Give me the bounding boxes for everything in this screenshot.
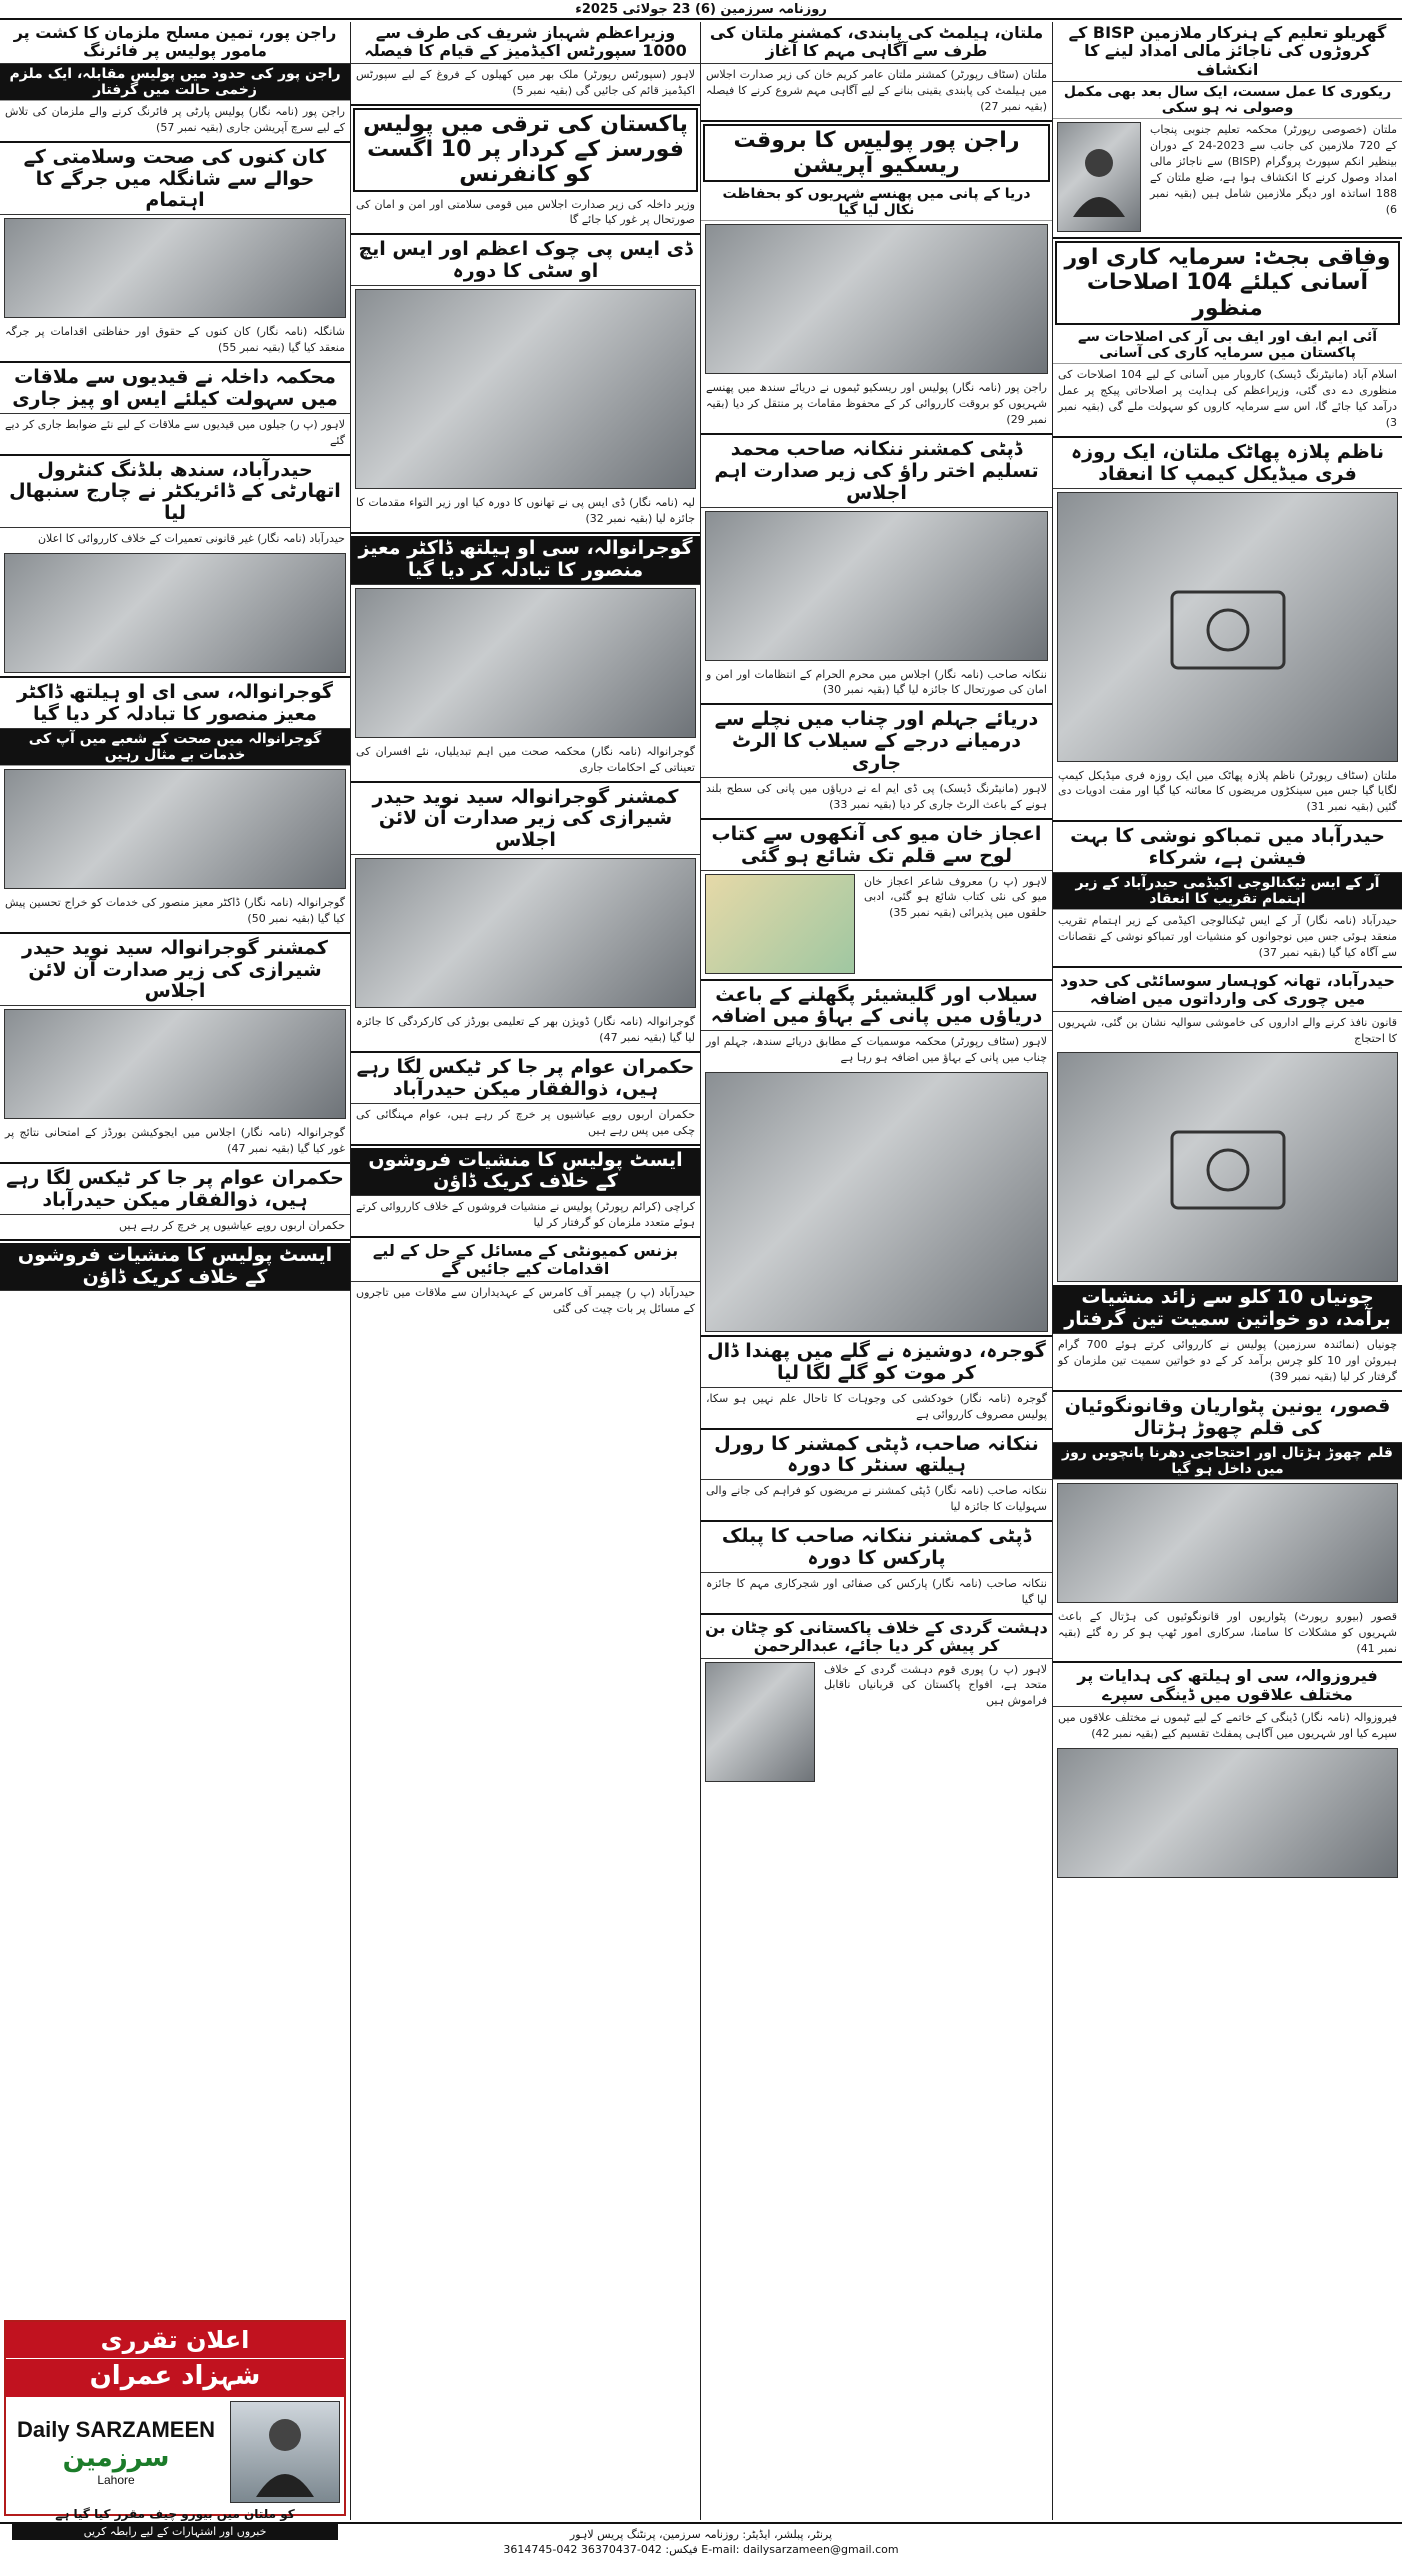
headline-ceo-health-farewell: گوجرانوالہ، سی ای او ہیلتھ ڈاکٹر معیز منصور کا تبادلہ کر دیا گیا: [0, 680, 350, 729]
ad-brand-ur: سرزمین: [62, 2443, 170, 2473]
story-rajanpur-firing-body: راجن پور (نامہ نگار) پولیس پارٹی پر فائرنگ کرنے والے ملزمان کی تلاش کے لیے سرچ آپریشن جاری (بقیہ نمبر 57): [5, 104, 345, 134]
story-medical-camp-body: ملتان (سٹاف رپورٹر) ناظم پلازہ پھاٹک میں ایک روزہ فری میڈیکل کیمپ لگایا گیا جس میں سینکڑوں مریضوں کا معائنہ کیا گیا اور مفت ادویات دی گئیں (بقیہ نمبر 31): [1058, 768, 1397, 814]
divider: [701, 1520, 1052, 1522]
story-police-conference-body: وزیر داخلہ کی زیر صدارت اجلاس میں قومی سلامتی اور امن و امان کی صورتحال پر غور کیا جائے گا: [356, 197, 695, 227]
subhead-kasur-strike: قلم چھوڑ ہڑتال اور احتجاجی دھرنا پانچویں روز میں داخل ہو گیا: [1053, 1443, 1402, 1480]
headline-reforms: وفاقی بجٹ: سرمایہ کاری اور آسانی کیلئے 104 اصلاحات منظور: [1055, 241, 1400, 325]
story-kohsar-theft-body: قانون نافذ کرنے والے اداروں کی خاموشی سوالیہ نشان بن گئی، شہریوں کا احتجاج: [1058, 1015, 1397, 1045]
divider: [351, 1144, 700, 1146]
story-miners-jirga-body: شانگلہ (نامہ نگار) کان کنوں کے حقوق اور حفاظتی اقدامات پر جرگہ منعقد کیا گیا (بقیہ نمبر 55): [5, 325, 345, 355]
divider: [0, 141, 350, 143]
portrait-icon: [1058, 123, 1140, 231]
headline-dsp-visit: ڈی ایس پی چوک اعظم اور ایس ایچ او سٹی کا دورہ: [351, 237, 700, 286]
masthead-topline: روزنامہ سرزمین (6) 23 جولائی 2025ء: [0, 0, 1402, 20]
story-parks-visit-body: ننکانہ صاحب (نامہ نگار) پارکس کی صفائی اور شجرکاری مہم کا جائزہ لیا گیا: [706, 1576, 1047, 1606]
subhead-rajanpur-rescue: دریا کے پانی میں پھنسے شہریوں کو بحفاظت نکال لیا گیا: [701, 184, 1052, 221]
officials-photo: [355, 588, 696, 738]
headline-book-launch: اعجاز خان میو کی آنکھوں سے کتاب لوح سے قلم تک شائع ہو گئی: [701, 822, 1052, 871]
divider: [701, 703, 1052, 705]
story-commissioner-meeting-body: گوجرانوالہ (نامہ نگار) ڈویژن بھر کے تعلیمی بورڈز کی کارکردگی کا جائزہ لیا گیا (بقیہ نمبر 47): [356, 1015, 695, 1045]
story-helmet-campaign-body: ملتان (سٹاف رپورٹر) کمشنر ملتان عامر کریم خان کی زیر صدارت اجلاس میں ہیلمٹ کی پابندی یقینی بنانے کے لیے آگاہی مہم شروع کرنے کا فیصلہ (بقیہ نمبر 27): [706, 67, 1047, 113]
headline-hyderabad-smoking: حیدرآباد میں تمباکو نوشی کا بہت فیشن ہے، شرکاء: [1053, 824, 1402, 873]
story-flood-alert-body: لاہور (مانیٹرنگ ڈیسک) پی ڈی ایم اے نے دریاؤں میں پانی کی سطح بلند ہونے کے باعث الرٹ جاری کر دیا (بقیہ نمبر 33): [706, 781, 1047, 811]
divider: [1053, 237, 1402, 239]
divider: [701, 1428, 1052, 1430]
headline-rajanpur-rescue: راجن پور پولیس کا بروقت ریسکیو آپریشن: [703, 124, 1050, 183]
divider: [0, 1239, 350, 1241]
commissioner-photo: [355, 858, 696, 1008]
subhead-hyderabad-smoking: آر کے ایس ٹیکنالوجی اکیڈمی حیدرآباد کے زیر اہتمام تقریب کا انعقاد: [1053, 873, 1402, 910]
divider: [351, 1051, 700, 1053]
headline-rulers-tax: حکمران عوام پر جا کر ٹیکس لگا رہے ہیں، ذوالفقار میکن حیدرآباد: [351, 1055, 700, 1104]
ad-logo: [6, 2397, 226, 2507]
medical-camp-photo: [1057, 492, 1398, 762]
divider: [351, 532, 700, 534]
strike-photo: [1057, 1483, 1398, 1603]
photo-icon: [1058, 1053, 1397, 1281]
divider: [0, 676, 350, 678]
dengue-spray-photo: [1057, 1748, 1398, 1878]
subhead-rajanpur-firing: راجن پور کی حدود میں پولیس مقابلہ، ایک ملزم زخمی حالت میں گرفتار: [0, 64, 350, 101]
story-river-flow-body: لاہور (سٹاف رپورٹر) محکمہ موسمیات کے مطابق دریائے سندھ، جہلم اور چناب میں پانی کے بہاؤ میں اضافہ ہو رہا ہے: [706, 1035, 1047, 1065]
person-icon: [250, 2407, 320, 2497]
story-dsp-visit-body: لیہ (نامہ نگار) ڈی ایس پی نے تھانوں کا دورہ کیا اور زیر التواء مقدمات کا جائزہ لیا (بقیہ نمبر 32): [356, 496, 695, 526]
headline-rulers-tax-2: حکمران عوام پر جا کر ٹیکس لگا رہے ہیں، ذوالفقار میکن حیدرآباد: [0, 1166, 350, 1215]
story-bisp-body: ملتان (خصوصی رپورٹر) محکمہ تعلیم جنوبی پنجاب کے 720 ملازمین کی جانب سے 2023-24 کے دوران بینظیر انکم سپورٹ پروگرام (BISP) سے ناجائز مالی امداد وصول کرنے کا انکشاف ہوا ہے، ضلع ملتان کے 188 اساتذہ اور دیگر ملازمین شامل ہیں (بقیہ نمبر 6): [1150, 123, 1398, 216]
headline-chunian-drugs: چونیاں 10 کلو سے زائد منشیات برآمد، دو خواتین سمیت تین گرفتار: [1053, 1285, 1402, 1334]
headline-commissioner-online: کمشنر گوجرانوالہ سید نوید حیدر شیرازی کی زیر صدارت آن لائن اجلاس: [0, 936, 350, 1007]
page-footer: [0, 2522, 1402, 2560]
divider: [351, 233, 700, 235]
headline-ceo-health-transfer: گوجرانوالہ، سی او ہیلتھ ڈاکٹر معیز منصور کا تبادلہ کر دیا گیا: [351, 536, 700, 585]
story-rulers-tax-2-body: حکمران اربوں روپے عیاشیوں پر خرچ کر رہے ہیں: [118, 1218, 345, 1232]
story-chunian-drugs-body: چونیاں (نمائندہ سرزمین) پولیس نے کارروائی کرتے ہوئے 700 گرام ہیروئن اور 10 کلو چرس برآمد کر کے دو خواتین سمیت تین ملزمان کو گرفتار کر لیا (بقیہ نمبر 39): [1058, 1338, 1397, 1384]
arrest-photo: [1057, 1052, 1398, 1282]
divider: [0, 932, 350, 934]
story-book-launch: [701, 871, 1052, 977]
story-dc-meeting-body: ننکانہ صاحب (نامہ نگار) اجلاس میں محرم الحرام کے انتظامات اور امن و امان کی صورتحال کا جائزہ لیا گیا (بقیہ نمبر 30): [706, 667, 1047, 697]
story-gojra-suicide-body: گوجرہ (نامہ نگار) خودکشی کی وجوہات کا تاحال علم نہیں ہو سکا، پولیس مصروف کارروائی ہے: [706, 1391, 1047, 1421]
speaker-photo: [705, 1662, 815, 1782]
headline-parks-visit: ڈپٹی کمشنر ننکانہ صاحب کا پبلک پارکس کا دورہ: [701, 1524, 1052, 1573]
headline-crackdown: ایسٹ پولیس کا منشیات فروشوں کے خلاف کریک ڈاؤن: [351, 1148, 700, 1197]
story-rulers-tax-body: حکمران اربوں روپے عیاشیوں پر خرچ کر رہے ہیں، عوام مہنگائی کی چکی میں پس رہے ہیں: [356, 1107, 695, 1137]
divider: [701, 1335, 1052, 1337]
headline-rajanpur-firing: راجن پور، تمین مسلح ملزمان کا کشت پر مامور پولیس پر فائرنگ: [0, 22, 350, 64]
divider: [351, 104, 700, 106]
story-sports-academies-body: لاہور (سپورٹس رپورٹر) ملک بھر میں کھیلوں کے فروغ کے لیے سپورٹس اکیڈمیز قائم کی جائیں گی (بقیہ نمبر 5): [356, 67, 695, 97]
story-hyderabad-smoking-body: حیدرآباد (نامہ نگار) آر کے ایس ٹیکنالوجی اکیڈمی کے زیر اہتمام تقریب منعقد ہوئی جس میں نوجوانوں کو منشیات اور تمباکو نوشی کے نقصانات سے آگاہ کیا گیا (بقیہ نمبر 37): [1058, 914, 1397, 959]
headline-sports-academies: وزیراعظم شہباز شریف کی طرف سے 1000 سپورٹس اکیڈمیز کے قیام کا فیصلہ: [351, 22, 700, 64]
story-anti-terror: [701, 1659, 1052, 1785]
headline-kasur-strike: قصور، یونین پٹواریان وقانونگوئیان کی قلم چھوڑ ہڑتال: [1053, 1394, 1402, 1443]
divider: [0, 361, 350, 363]
headline-flood-alert: دریائے جہلم اور چناب میں نچلے سے درمیانے درجے کے سیلاب کا الرٹ جاری: [701, 707, 1052, 778]
divider: [701, 1613, 1052, 1615]
headline-miners-jirga: کان کنوں کی صحت وسلامتی کے حوالے سے شانگلہ میں جرگے کا اہتمام: [0, 145, 350, 216]
ad-title: اعلان تقرری: [6, 2322, 344, 2358]
divider: [1053, 1390, 1402, 1392]
story-prison-sops-body: لاہور (پ ر) جیلوں میں قیدیوں سے ملاقات کے لیے نئے ضوابط جاری کر دیے گئے: [5, 417, 345, 447]
meeting-photo: [705, 511, 1048, 661]
headline-kohsar-theft: حیدرآباد، تھانہ کوہسار سوسائٹی کی حدود میں چوری کی وارداتوں میں اضافہ: [1053, 970, 1402, 1012]
subhead-ceo-health-farewell: گوجرانوالہ میں صحت کے شعبے میں آپ کی خدمات بے مثال رہیں: [0, 729, 350, 766]
jirga-photo: [4, 218, 346, 318]
headline-medical-camp: ناظم پلازہ پھاٹک ملتان، ایک روزہ فری میڈیکل کیمپ کا انعقاد: [1053, 440, 1402, 489]
rescue-photo: [705, 224, 1048, 374]
divider: [351, 1236, 700, 1238]
headline-prison-sops: محکمہ داخلہ نے قیدیوں سے ملاقات میں سہولت کیلئے ایس او پیز جاری: [0, 365, 350, 414]
divider: [701, 120, 1052, 122]
portrait-photo: [1057, 122, 1141, 232]
headline-river-flow: سیلاب اور گلیشیئر پگھلنے کے باعث دریاؤں میں پانی کے بہاؤ میں اضافہ: [701, 983, 1052, 1032]
footer-line-1: پرنٹر، پبلشر، ایڈیٹر: روزنامہ سرزمین، پرنٹنگ پریس لاہور: [569, 2528, 833, 2541]
story-rajanpur-rescue-body: راجن پور (نامہ نگار) پولیس اور ریسکیو ٹیموں نے دریائے سندھ میں پھنسے شہریوں کو بروقت کارروائی کر کے محفوظ مقامات پر منتقل کر دیا (بقیہ نمبر 29): [706, 381, 1047, 427]
story-sbca-director-body: حیدرآباد (نامہ نگار) غیر قانونی تعمیرات کے خلاف کارروائی کا اعلان: [37, 532, 345, 546]
divider: [1053, 1661, 1402, 1663]
ad-name: شہزاد عمران: [6, 2358, 344, 2397]
visit-photo: [705, 1072, 1048, 1332]
headline-police-conference: پاکستان کی ترقی میں پولیس فورسز کے کردار پر 10 اگست کو کانفرنس: [353, 108, 698, 192]
headline-anti-terror: دہشت گردی کے خلاف پاکستانی کو چٹان بن کر پیش کر دیا جائے، عبدالرحمن: [701, 1617, 1052, 1659]
column-3: [350, 22, 700, 2520]
subhead-bisp: ریکوری کا عمل سست، ایک سال بعد بھی مکمل وصولی نہ ہو سکی: [1053, 82, 1402, 119]
subhead-reforms: آئی ایم ایف اور ایف بی آر کی اصلاحات سے پاکستان میں سرمایہ کاری کی آسانی: [1053, 327, 1402, 364]
farewell-photo: [4, 769, 346, 889]
ad-brand-en: Daily SARZAMEEN: [16, 2417, 216, 2442]
headline-sbca-director: حیدرآباد، سندھ بلڈنگ کنٹرول اتھارٹی کے ڈائریکٹر نے چارج سنبھال لیا: [0, 458, 350, 529]
column-4: [0, 22, 350, 2520]
story-business-community-body: حیدرآباد (پ ر) چیمبر آف کامرس کے عہدیداران سے ملاقات میں تاجروں کے مسائل پر بات چیت کی گئی: [356, 1285, 695, 1315]
story-crackdown-body: کراچی (کرائم رپورٹر) پولیس نے منشیات فروشوں کے خلاف کارروائی کرتے ہوئے متعدد ملزمان کو گرفتار کر لیا: [356, 1200, 695, 1230]
headline-gojra-suicide: گوجرہ، دوشیزہ نے گلے میں پھندا ڈال کر موت کو گلے لگا لیا: [701, 1339, 1052, 1388]
headline-commissioner-meeting: کمشنر گوجرانوالہ سید نوید حیدر شیرازی کی زیر صدارت آن لائن اجلاس: [351, 785, 700, 856]
headline-business-community: بزنس کمیونٹی کے مسائل کے حل کے لیے اقدامات کیے جائیں گے: [351, 1240, 700, 1282]
headline-bisp: گھریلو تعلیم کے ہنرکار ملازمین BISP کے کروڑوں کی ناجائز مالی امداد لینے کا انکشاف: [1053, 22, 1402, 82]
divider: [701, 433, 1052, 435]
headline-helmet-campaign: ملتان، ہیلمٹ کی پابندی، کمشنر ملتان کی طرف سے آگاہی مہم کا آغاز: [701, 22, 1052, 64]
ad-note: کو ملتان میں بیورو چیف مقرر کیا گیا ہے: [55, 2507, 295, 2521]
footer-line-2: E-mail: dailysarzameen@gmail.com فیکس: 042-36370437 042-3614745: [503, 2543, 899, 2557]
online-meeting-photo: [4, 1009, 346, 1119]
divider: [1053, 820, 1402, 822]
headline-dengue-spray: فیروزوالہ، سی او ہیلتھ کی ہدایات پر مختلف علاقوں میں ڈینگی سپرے: [1053, 1665, 1402, 1707]
ad-note-contact: خبروں اور اشتہارات کے لیے رابطہ کریں: [12, 2523, 338, 2540]
story-anti-terror-body: لاہور (پ ر) پوری قوم دہشت گردی کے خلاف متحد ہے، افواج پاکستان کی قربانیاں ناقابل فراموش ہیں: [824, 1662, 1047, 1708]
ad-portrait: [230, 2401, 340, 2503]
divider: [0, 1162, 350, 1164]
headline-rhc-visit: ننکانہ صاحب، ڈپٹی کمشنر کا رورل ہیلتھ سنٹر کا دورہ: [701, 1432, 1052, 1481]
divider: [1053, 436, 1402, 438]
headline-crackdown-2: ایسٹ پولیس کا منشیات فروشوں کے خلاف کریک ڈاؤن: [0, 1243, 350, 1292]
story-rhc-visit-body: ننکانہ صاحب (نامہ نگار) ڈپٹی کمشنر نے مریضوں کو فراہم کی جانے والی سہولیات کا جائزہ لیا: [706, 1484, 1047, 1514]
story-ceo-health-farewell-body: گوجرانوالہ (نامہ نگار) ڈاکٹر معیز منصور کی خدمات کو خراج تحسین پیش کیا گیا (بقیہ نمبر 50): [5, 895, 345, 925]
story-kasur-strike-body: قصور (بیورو رپورٹ) پٹواریوں اور قانونگوئیوں کی ہڑتال کے باعث شہریوں کو مشکلات کا سامنا، سرکاری امور ٹھپ ہو کر رہ گئے (بقیہ نمبر 41): [1058, 1609, 1397, 1655]
book-cover-photo: [705, 874, 855, 974]
story-ceo-health-transfer-body: گوجرانوالہ (نامہ نگار) محکمہ صحت میں اہم تبدیلیاں، نئے افسران کی تعیناتی کے احکامات جاری: [356, 744, 695, 774]
story-dengue-spray-body: فیروزوالہ (نامہ نگار) ڈینگی کے خاتمے کے لیے ٹیموں نے مختلف علاقوں میں سپرے کیا اور شہریوں میں آگاہی پمفلٹ تقسیم کیے (بقیہ نمبر 42): [1058, 1711, 1397, 1741]
photo-icon: [1058, 493, 1397, 761]
story-commissioner-online-body: گوجرانوالہ (نامہ نگار) اجلاس میں ایجوکیشن بورڈز کے امتحانی نتائج پر غور کیا گیا (بقیہ نمبر 47): [5, 1126, 345, 1156]
ad-body: [6, 2397, 344, 2507]
divider: [1053, 966, 1402, 968]
story-book-launch-body: لاہور (پ ر) معروف شاعر اعجاز خان میو کی نئی کتاب شائع ہو گئی، ادبی حلقوں میں پذیرائی (بقیہ نمبر 35): [864, 874, 1047, 920]
divider: [351, 781, 700, 783]
divider: [701, 818, 1052, 820]
story-reforms-body: اسلام آباد (مانیٹرنگ ڈیسک) کاروبار میں آسانی کے لیے 104 اصلاحات کی منظوری دے دی گئی، وزیراعظم کی ہدایت پر اصلاحاتی پیکج پر عمل درآمد کیا جائے گا، اس سے سرمایہ کاروں کو سہولت ملے گی (بقیہ نمبر 3): [1058, 368, 1397, 429]
dsp-visit-photo: [355, 289, 696, 489]
story-bisp: [1053, 119, 1402, 235]
divider: [0, 454, 350, 456]
headline-dc-meeting: ڈپٹی کمشنر ننکانہ صاحب محمد تسلیم اختر راؤ کی زیر صدارت اہم اجلاس: [701, 437, 1052, 508]
appointment-ad: [4, 2320, 346, 2538]
column-1: [1052, 22, 1402, 2520]
group-photo: [4, 553, 346, 673]
ad-brand-city: Lahore: [97, 2473, 135, 2487]
divider: [701, 979, 1052, 981]
column-2: [700, 22, 1052, 2520]
